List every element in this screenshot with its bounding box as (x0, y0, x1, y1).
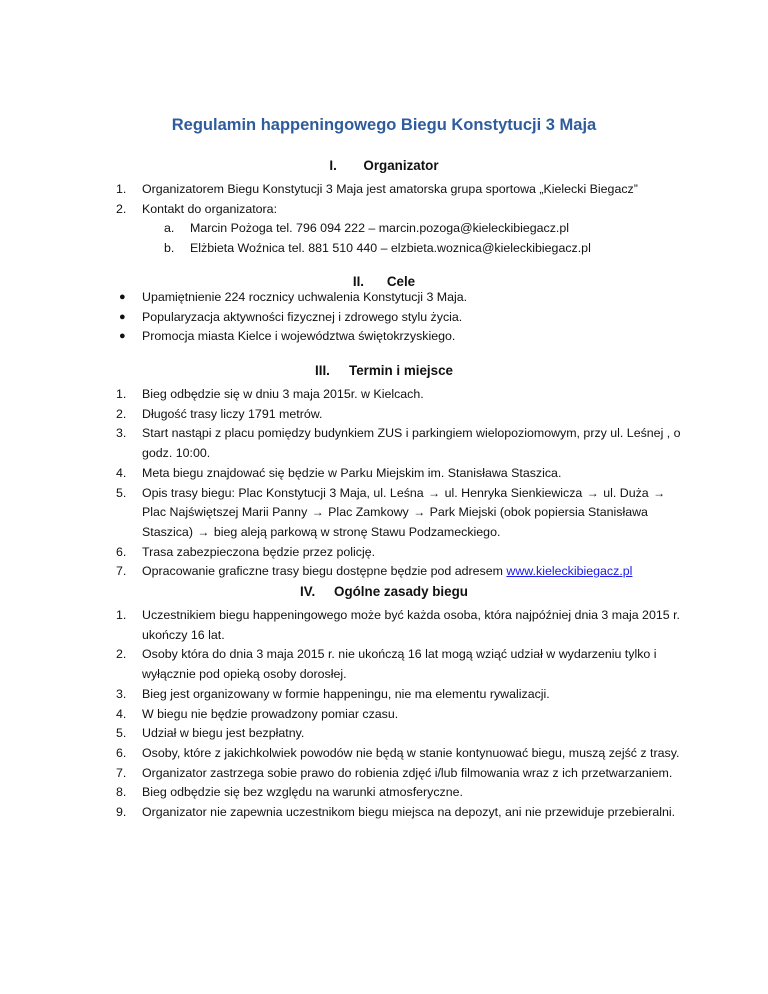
section-heading-zasady (0, 582, 768, 602)
list-item: 2. Długość trasy liczy 1791 metrów. (116, 406, 323, 421)
list-item: 8. Bieg odbędzie się bez względu na warunki atmosferyczne. (116, 785, 463, 800)
list-item: a. Marcin Pożoga tel. 796 094 222 – marcin.pozoga@kieleckibiegacz.pl (164, 221, 570, 236)
date-place-list (116, 385, 691, 582)
list-item: ● Popularyzacja aktywności fizycznej i zdrowego stylu życia. (116, 308, 691, 328)
list-item: 3. Bieg jest organizowany w formie happeningu, nie ma elementu rywalizacji. (116, 686, 550, 701)
bullet-icon: ● (119, 330, 126, 343)
list-item: 4. W biegu nie będzie prowadzony pomiar czasu. (116, 706, 399, 721)
goals-list (116, 288, 691, 347)
section-number: I. (329, 158, 337, 173)
arrow-right-icon: → (428, 485, 441, 500)
list-item: 6. Osoby, które z jakichkolwiek powodów nie będą w stanie kontynuować biegu, muszą zejść z trasy. (116, 745, 680, 760)
rules-list (116, 606, 691, 823)
list-item: 9. Organizator nie zapewnia uczestnikom biegu miejsca na depozyt, ani nie przewiduje przebieralni. (116, 805, 676, 820)
list-item: 1. Uczestnikiem biegu happeningowego może być każda osoba, która najpóźniej dnia 3 maja 2015 r. ukończy 16 lat. (116, 608, 680, 642)
arrow-right-icon: → (197, 524, 210, 539)
section-heading-termin (0, 361, 768, 381)
list-item: 7. Organizator zastrzega sobie prawo do robienia zdjęć i/lub filmowania wraz z ich przetwarzaniem. (116, 765, 673, 780)
list-item: 4. Meta biegu znajdować się będzie w Parku Miejskim im. Stanisława Staszica. (116, 465, 562, 480)
arrow-right-icon: → (586, 485, 599, 500)
page-title: Regulamin happeningowego Biegu Konstytucji 3 Maja (171, 116, 597, 134)
website-link[interactable]: www.kieleckibiegacz.pl (506, 564, 633, 579)
section-title: Organizator (363, 158, 439, 173)
list-item: ● Upamiętnienie 224 rocznicy uchwalenia Konstytucji 3 Maja. (116, 288, 691, 308)
arrow-right-icon: → (311, 505, 324, 520)
arrow-right-icon: → (653, 485, 666, 500)
list-item: b. Elżbieta Woźnica tel. 881 510 440 – elzbieta.woznica@kieleckibiegacz.pl (164, 241, 591, 256)
arrow-right-icon: → (413, 505, 426, 520)
section-title: Ogólne zasady biegu (334, 584, 468, 599)
list-item: 2. Osoby która do dnia 3 maja 2015 r. nie ukończą 16 lat mogą wziąć udział w wydarzeniu tylko i wyłącznie pod opieką osoby dorosłej. (116, 647, 657, 682)
bullet-icon: ● (119, 310, 126, 323)
section-number: III. (315, 363, 330, 378)
organizer-list (116, 180, 691, 259)
contact-sublist (116, 219, 691, 258)
list-item: ● Promocja miasta Kielce i województwa świętokrzyskiego. (116, 327, 691, 347)
list-item: 6. Trasa zabezpieczona będzie przez policję. (116, 544, 376, 559)
bullet-icon: ● (119, 291, 126, 303)
section-heading-organizator (0, 156, 768, 176)
route-description: 5. Opis trasy biegu: Plac Konstytucji 3 Maja, ul. Leśna → ul. Henryka Sienkiewicza → ul. Duża → Plac Najświętszej Marii Panny → Plac Zamkowy → Park Miejski (obok popiersia Stanisława Staszica) → bieg aleją parkową w stronę Stawu Podzameckiego. (116, 485, 666, 539)
list-item: 1. Organizatorem Biegu Konstytucji 3 Maja jest amatorska grupa sportowa „Kielecki Biegacz” (116, 182, 638, 196)
list-item: 2. Kontakt do organizatora: (116, 201, 278, 216)
section-title: Cele (386, 274, 416, 289)
list-item: 1. Bieg odbędzie się w dniu 3 maja 2015r. w Kielcach. (116, 387, 424, 401)
list-item: 5. Udział w biegu jest bezpłatny. (116, 726, 305, 741)
section-number: II. (352, 274, 365, 289)
section-number: IV. (300, 584, 316, 599)
list-item: 3. Start nastąpi z placu pomiędzy budynkiem ZUS i parkingiem wielopoziomowym, przy ul. Leśnej , o godz. 10:00. (116, 426, 681, 461)
list-item: 7. Opracowanie graficzne trasy biegu dostępne będzie pod adresem www.kieleckibiegacz.pl (116, 564, 633, 579)
section-title: Termin i miejsce (349, 363, 453, 378)
